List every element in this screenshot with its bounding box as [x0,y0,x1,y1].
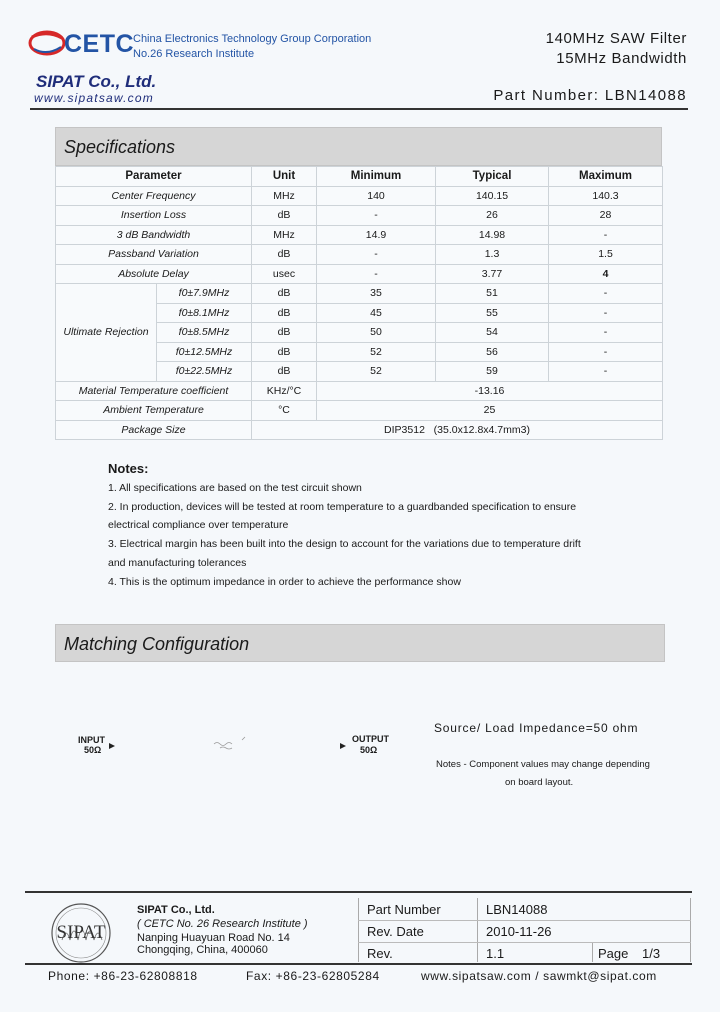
footer-rev-date-label: Rev. Date [367,924,424,939]
rejection-label-cell: Ultimate Rejection [56,284,157,382]
table-row [56,225,663,245]
footer-page-label: Page [598,946,629,961]
min-cell: - [317,245,436,265]
source-load-impedance: Source/ Load Impedance=50 ohm [434,721,639,735]
output-label: OUTPUT [352,734,389,744]
column-header: Parameter [56,167,252,187]
footer-institute: ( CETC No. 26 Research Institute ) [137,918,308,930]
min-cell: - [317,264,436,284]
output-arrow-icon [340,743,346,749]
typ-cell: 3.77 [436,264,549,284]
param-cell: Center Frequency [56,186,252,206]
footer-web-email: www.sipatsaw.com / sawmkt@sipat.com [421,969,657,983]
max-cell: 140.3 [549,186,663,206]
cetc-institute-name: No.26 Research Institute [133,48,255,60]
unit-cell: KHz/°C [252,381,317,401]
offset-cell: f0±8.5MHz [157,323,252,343]
column-header: Unit [252,167,317,187]
max-cell: - [549,284,663,304]
part-number-heading: Part Number: LBN14088 [493,87,687,104]
footer-grid-line [592,942,593,962]
unit-cell: dB [252,303,317,323]
footer-page-value: 1/3 [642,946,661,961]
cetc-group-name: China Electronics Technology Group Corporation [133,33,372,45]
typ-cell: 140.15 [436,186,549,206]
max-cell: - [549,342,663,362]
unit-cell: dB [252,206,317,226]
unit-cell: MHz [252,225,317,245]
footer-divider [25,891,692,893]
max-cell: - [549,303,663,323]
input-label: INPUT [78,735,105,745]
unit-cell: °C [252,401,317,421]
matching-note: Notes - Component values may change depending [436,759,650,770]
offset-cell: f0±22.5MHz [157,362,252,382]
param-cell: Ambient Temperature [56,401,252,421]
column-header: Typical [436,167,549,187]
offset-cell: f0±12.5MHz [157,342,252,362]
param-cell: 3 dB Bandwidth [56,225,252,245]
footer-part-label: Part Number [367,902,441,917]
param-cell: Package Size [56,420,252,440]
max-cell: 4 [549,264,663,284]
footer-rev-value: 1.1 [486,946,505,961]
note-line: and manufacturing tolerances [108,557,247,569]
unit-cell: usec [252,264,317,284]
table-header-row [56,167,663,187]
param-cell: Absolute Delay [56,264,252,284]
note-line: electrical compliance over temperature [108,519,289,531]
company-name: SIPAT Co., Ltd. [36,72,157,91]
input-arrow-icon [109,743,115,749]
table-row [56,245,663,265]
specifications-heading: Specifications [55,127,662,166]
output-impedance: 50Ω [360,745,378,755]
value-cell: DIP3512 (35.0x12.8x4.7mm3) [252,420,663,440]
footer-grid-line [477,898,478,962]
footer-rev-date-value: 2010-11-26 [486,924,552,939]
specifications-table [55,166,663,440]
min-cell: 50 [317,323,436,343]
footer-rev-label: Rev. [367,946,393,961]
input-impedance: 50Ω [84,745,102,755]
table-row [56,264,663,284]
max-cell: - [549,323,663,343]
typ-cell: 56 [436,342,549,362]
footer-grid-line [358,942,691,943]
product-title: 140MHz SAW Filter [545,30,687,47]
offset-cell: f0±7.9MHz [157,284,252,304]
matching-note: on board layout. [505,777,574,788]
matching-heading: Matching Configuration [55,624,665,662]
footer-grid-line [358,898,359,962]
typ-cell: 51 [436,284,549,304]
max-cell: - [549,362,663,382]
note-line: 4. This is the optimum impedance in order to achieve the performance show [108,576,461,588]
footer-part-value: LBN14088 [486,902,548,917]
typ-cell: 55 [436,303,549,323]
unit-cell: MHz [252,186,317,206]
typ-cell: 1.3 [436,245,549,265]
filter-symbol [214,737,245,749]
min-cell: 14.9 [317,225,436,245]
footer-address-line: Chongqing, China, 400060 [137,944,268,956]
sipat-seal-logo [34,900,128,966]
param-cell: Insertion Loss [56,206,252,226]
min-cell: 35 [317,284,436,304]
notes-title: Notes: [108,461,149,476]
table-row [56,381,663,401]
typ-cell: 26 [436,206,549,226]
table-row [56,284,663,304]
column-header: Minimum [317,167,436,187]
footer-grid-line [690,898,691,962]
unit-cell: dB [252,284,317,304]
cetc-logo-icon [28,28,66,58]
footer-divider [25,963,692,965]
value-cell: -13.16 [317,381,663,401]
footer-company: SIPAT Co., Ltd. [137,904,215,916]
unit-cell: dB [252,245,317,265]
value-cell: 25 [317,401,663,421]
typ-cell: 14.98 [436,225,549,245]
note-line: 3. Electrical margin has been built into the design to account for the variations due to temperature drift [108,538,581,550]
min-cell: 52 [317,362,436,382]
table-row [56,401,663,421]
company-website: www.sipatsaw.com [34,91,154,105]
header-divider [30,108,688,110]
min-cell: 45 [317,303,436,323]
typ-cell: 59 [436,362,549,382]
product-bandwidth: 15MHz Bandwidth [556,50,687,67]
footer-address-line: Nanping Huayuan Road No. 14 [137,932,290,944]
max-cell: 28 [549,206,663,226]
footer-phone: Phone: +86-23-62808818 [48,969,198,983]
column-header: Maximum [549,167,663,187]
note-line: 2. In production, devices will be tested at room temperature to a guardbanded specification to ensure [108,501,577,513]
typ-cell: 54 [436,323,549,343]
param-cell: Material Temperature coefficient [56,381,252,401]
note-line: 1. All specifications are based on the test circuit shown [108,482,362,494]
max-cell: 1.5 [549,245,663,265]
table-row [56,186,663,206]
min-cell: - [317,206,436,226]
table-row [56,206,663,226]
unit-cell: dB [252,323,317,343]
footer-grid-line [358,920,691,921]
cetc-wordmark: CETC [64,30,135,58]
param-cell: Passband Variation [56,245,252,265]
unit-cell: dB [252,362,317,382]
min-cell: 52 [317,342,436,362]
min-cell: 140 [317,186,436,206]
unit-cell: dB [252,342,317,362]
table-row [56,420,663,440]
seal-text: SIPAT [56,922,106,943]
footer-fax: Fax: +86-23-62805284 [246,969,380,983]
max-cell: - [549,225,663,245]
offset-cell: f0±8.1MHz [157,303,252,323]
